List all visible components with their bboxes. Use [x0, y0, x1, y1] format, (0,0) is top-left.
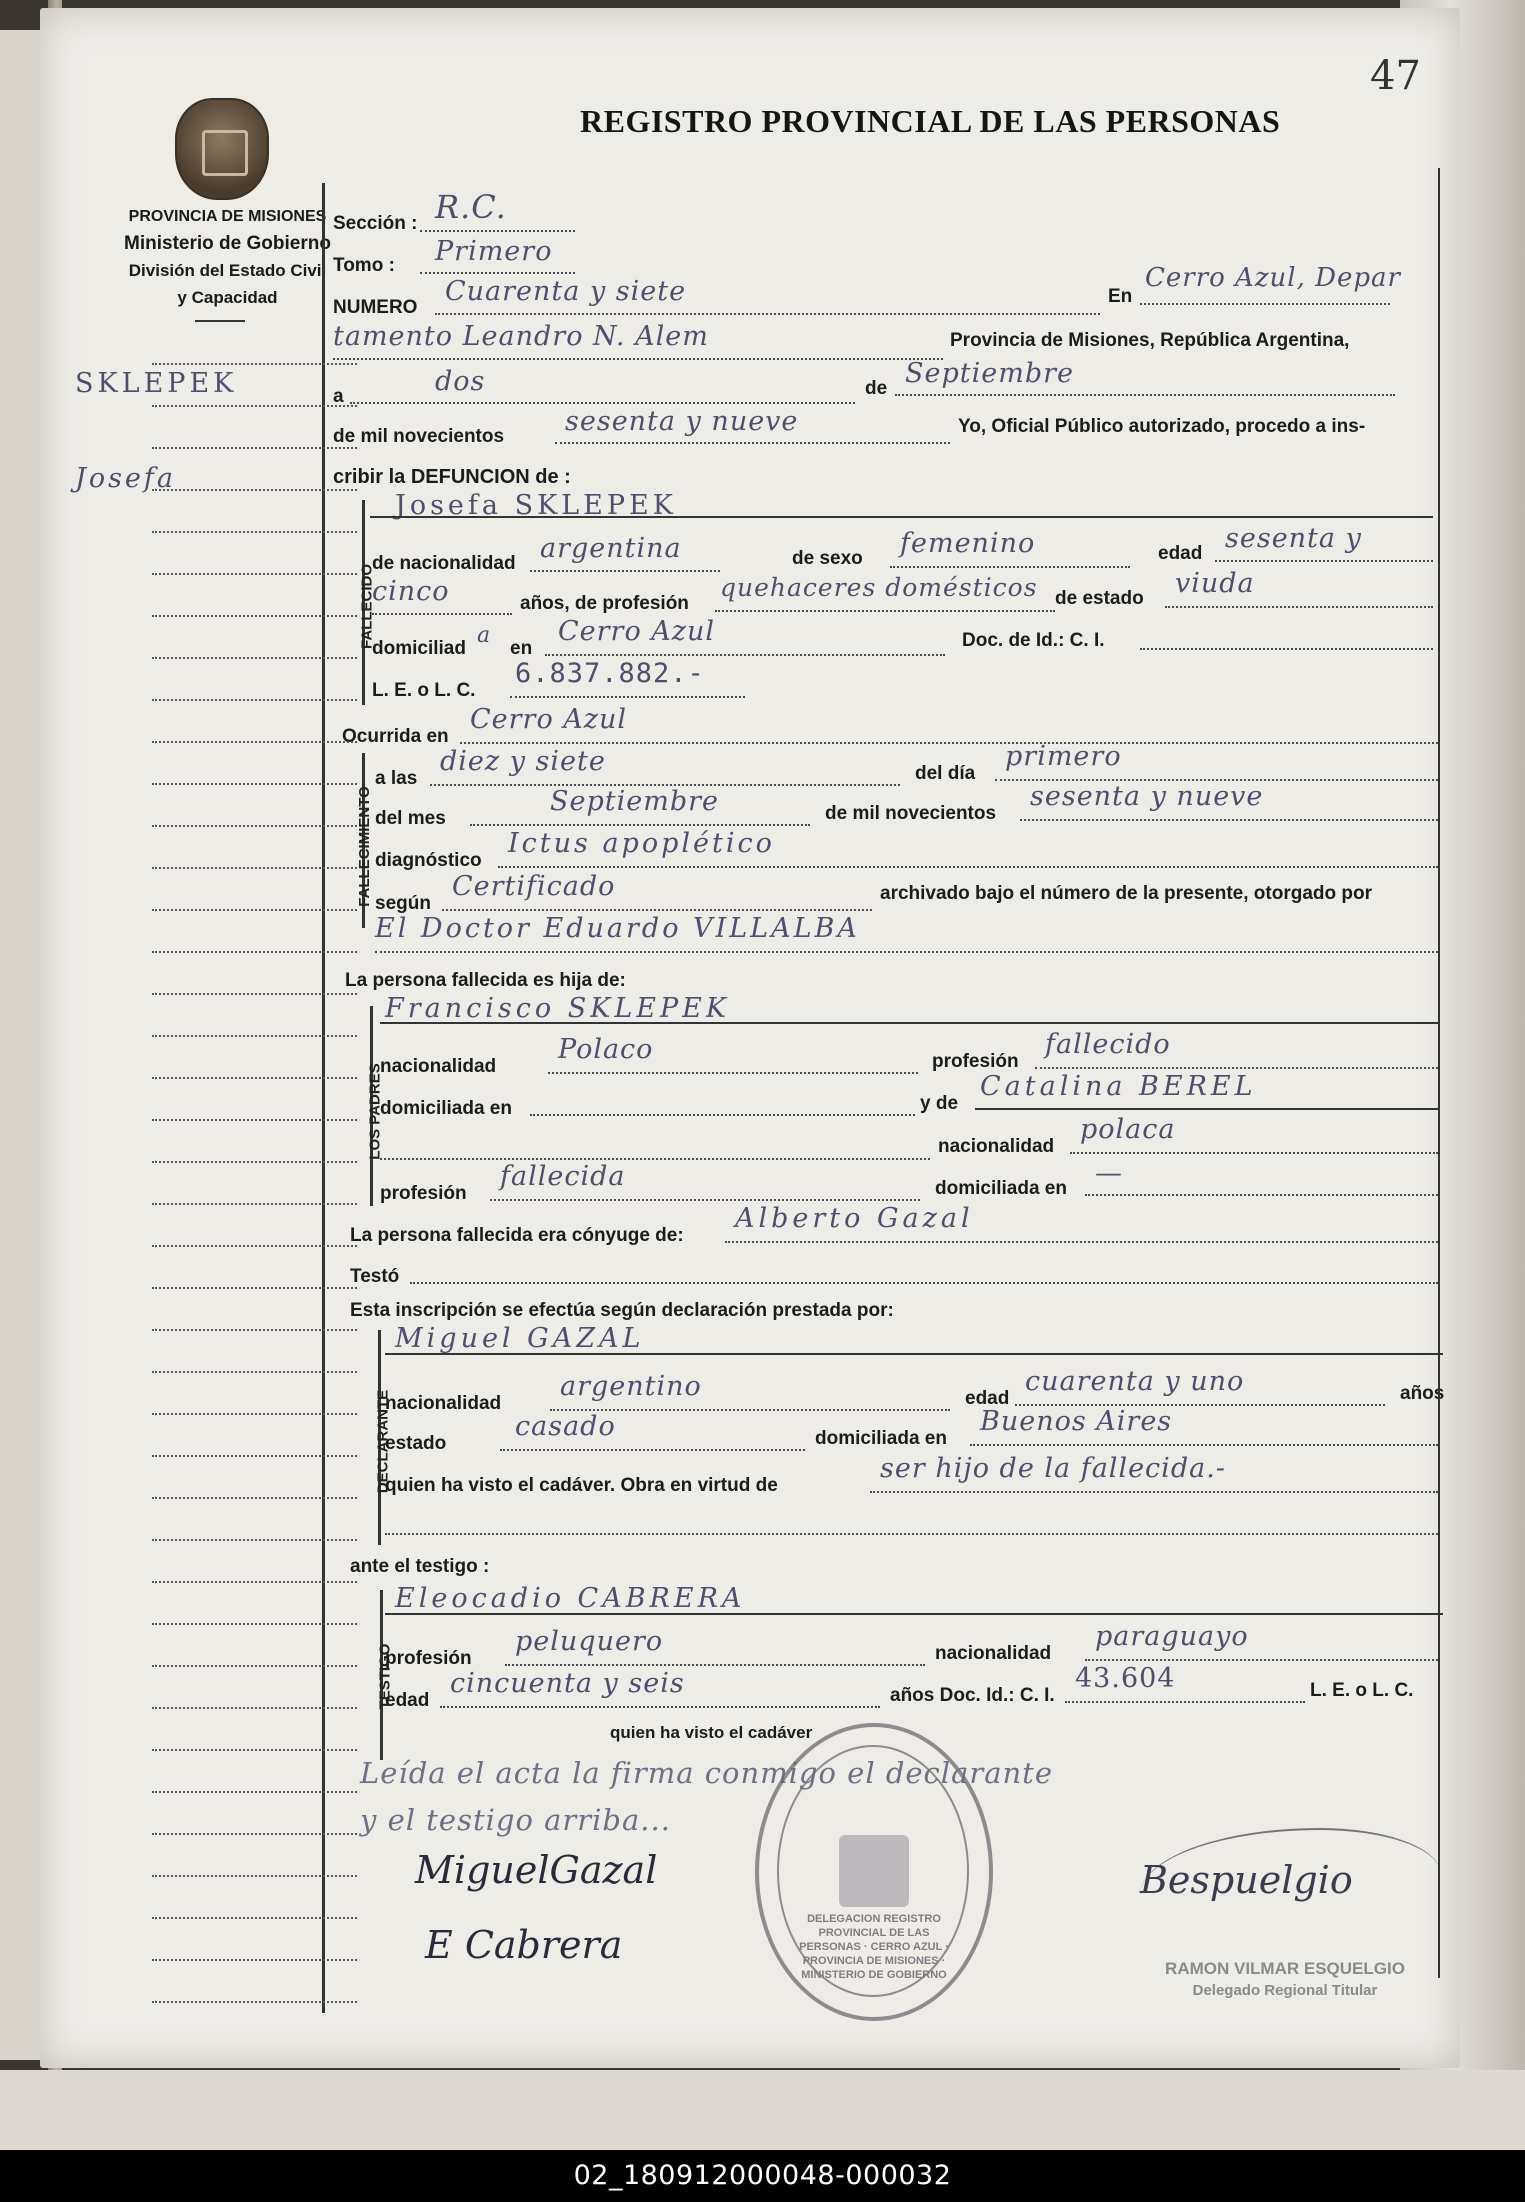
- label-sexo: de sexo: [792, 548, 863, 569]
- margin-ruled-line: [152, 1539, 357, 1541]
- rule-mes: [895, 394, 1395, 396]
- stamp-text: DELEGACION REGISTRO PROVINCIAL DE LAS PERSONAS · CERRO AZUL · PROVINCIA DE MISIONES · MINISTERIO DE GOBIERNO: [799, 1913, 949, 1981]
- entry-decl-dom: Buenos Aires: [980, 1406, 1173, 1437]
- side-label-fallecido: FALLECIDO: [358, 564, 376, 649]
- margin-ruled-line: [152, 1035, 357, 1037]
- entry-madre-dom: —: [1095, 1158, 1123, 1189]
- rule-padre-nac: [548, 1072, 918, 1074]
- label-domicilio-en: en: [510, 638, 533, 659]
- label-a-las: a las: [375, 768, 418, 789]
- page-number: 47: [1370, 53, 1421, 99]
- entry-padre-prof: fallecido: [1045, 1029, 1171, 1060]
- margin-ruled-line: [152, 1497, 357, 1499]
- margin-ruled-line: [152, 615, 357, 617]
- label-cribir: cribir la DEFUNCION de :: [333, 466, 571, 488]
- margin-ruled-line: [152, 2001, 357, 2003]
- margin-ruled-line: [152, 825, 357, 827]
- label-padre-nacionalidad: nacionalidad: [380, 1056, 497, 1077]
- rule-medico: [375, 951, 1438, 953]
- rule-en: [1140, 303, 1390, 305]
- margin-ruled-line: [152, 951, 357, 953]
- margin-ruled-line: [152, 1329, 357, 1331]
- rule-decl-blank: [385, 1533, 1438, 1535]
- margin-ruled-line: [152, 447, 357, 449]
- label-anos-doc: años Doc. Id.: C. I.: [890, 1685, 1055, 1706]
- rule-fallecido-nombre: [370, 516, 1433, 518]
- entry-dia-fallec: primero: [1005, 741, 1122, 772]
- label-tomo: Tomo :: [333, 255, 395, 276]
- file-caption: 02_180912000048-000032: [573, 2160, 952, 2191]
- label-le-lc: L. E. o L. C.: [372, 680, 476, 701]
- entry-nacionalidad: argentina: [540, 533, 682, 564]
- margin-ruled-line: [152, 1371, 357, 1373]
- rule-anio-fallec: [1020, 819, 1438, 821]
- margin-ruled-line: [152, 867, 357, 869]
- label-hija-de: La persona fallecida es hija de:: [345, 970, 626, 991]
- rule-madre: [975, 1108, 1438, 1110]
- side-label-declarante: DECLARANTE: [374, 1389, 392, 1494]
- entry-testigo: Eleocadio CABRERA: [395, 1583, 746, 1614]
- rule-estado: [1165, 606, 1433, 608]
- label-del-mes: del mes: [375, 808, 446, 829]
- entry-en-lugar: Cerro Azul, Depar: [1145, 263, 1401, 293]
- margin-ruled-line: [152, 1245, 357, 1247]
- entry-decl-edad: cuarenta y uno: [1025, 1366, 1245, 1397]
- entry-segun: Certificado: [452, 871, 616, 902]
- label-doc-id: Doc. de Id.: C. I.: [962, 630, 1105, 651]
- entry-numero: Cuarenta y siete: [445, 276, 687, 307]
- label-nacionalidad: de nacionalidad: [372, 553, 516, 574]
- rule-declarante: [385, 1353, 1443, 1355]
- rule-decl-dom: [970, 1444, 1438, 1446]
- margin-ruled-line: [152, 1581, 357, 1583]
- margin-ruled-line: [152, 1287, 357, 1289]
- ministry-line-2: Ministerio de Gobierno: [124, 233, 331, 254]
- entry-madre-nac: polaca: [1080, 1114, 1176, 1145]
- margin-given-name: Josefa: [75, 463, 177, 494]
- entry-fallecido-nombre: Josefa SKLEPEK: [395, 490, 677, 521]
- rule-padre-dom: [530, 1114, 915, 1116]
- label-ocurrida: Ocurrida en: [342, 726, 449, 747]
- label-quien-visto: quien ha visto el cadáver. Obra en virtud de: [385, 1475, 778, 1496]
- note-line-2: y el testigo arriba...: [360, 1803, 671, 1837]
- label-conyuge: La persona fallecida era cónyuge de:: [350, 1225, 684, 1246]
- entry-mes-fallec: Septiembre: [550, 786, 719, 817]
- label-oficial: Yo, Oficial Público autorizado, procedo a ins-: [958, 416, 1366, 437]
- label-segun: según: [375, 893, 431, 914]
- margin-ruled-line: [152, 1917, 357, 1919]
- entry-padre-nac: Polaco: [558, 1034, 654, 1065]
- margin-ruled-line: [152, 405, 357, 407]
- rule-profesion: [715, 610, 1055, 612]
- label-decl-estado: estado: [385, 1433, 447, 1454]
- entry-decl-estado: casado: [515, 1411, 616, 1442]
- ministry-rule: [195, 320, 245, 322]
- label-a: a: [333, 386, 344, 407]
- label-ante-testigo: ante el testigo :: [350, 1556, 490, 1577]
- margin-ruled-line: [152, 1749, 357, 1751]
- margin-ruled-line: [152, 1791, 357, 1793]
- margin-ruled-line: [152, 1833, 357, 1835]
- entry-conyuge: Alberto Gazal: [735, 1203, 974, 1234]
- label-de-mil-novecientos: de mil novecientos: [825, 803, 997, 824]
- margin-divider: [322, 183, 325, 2013]
- label-madre-nacionalidad: nacionalidad: [938, 1136, 1055, 1157]
- rule-test-prof: [505, 1664, 925, 1666]
- rule-diagnostico: [498, 866, 1438, 868]
- margin-ruled-line: [152, 1959, 357, 1961]
- rule-segun: [442, 909, 872, 911]
- margin-ruled-line: [152, 573, 357, 575]
- entry-ocurrida: Cerro Azul: [470, 704, 628, 735]
- rule-test-nac: [1085, 1659, 1438, 1661]
- label-madre-profesion: profesión: [380, 1183, 467, 1204]
- entry-seccion: R.C.: [435, 188, 507, 226]
- label-testo: Testó: [350, 1266, 400, 1287]
- margin-ruled-line: [152, 741, 357, 743]
- entry-padre: Francisco SKLEPEK: [385, 993, 731, 1024]
- margin-ruled-line: [152, 909, 357, 911]
- label-quien-visto-2: quien ha visto el cadáver: [610, 1723, 813, 1742]
- rule-sexo: [890, 566, 1130, 568]
- entry-test-edad: cincuenta y seis: [450, 1668, 685, 1699]
- margin-ruled-line: [152, 1161, 357, 1163]
- rule-mes-fallec: [470, 824, 810, 826]
- right-margin-rule: [1438, 168, 1440, 1978]
- entry-test-ci: 43.604: [1075, 1663, 1176, 1694]
- label-madre-domiciliada: domiciliada en: [935, 1178, 1067, 1199]
- entry-madre-prof: fallecida: [500, 1161, 626, 1192]
- rule-numero: [435, 313, 1100, 315]
- rule-padres-blank: [380, 1158, 930, 1160]
- signature-testigo: E Cabrera: [425, 1923, 623, 1967]
- signature-declarante: MiguelGazal: [415, 1848, 658, 1892]
- provincial-coat-of-arms-icon: [175, 98, 269, 200]
- margin-ruled-line: [152, 993, 357, 995]
- rule-padre-prof: [1035, 1067, 1438, 1069]
- margin-ruled-line: [152, 489, 357, 491]
- rule-edad-2: [372, 613, 512, 615]
- margin-ruled-line: [152, 1203, 357, 1205]
- entry-decl-nac: argentino: [560, 1371, 702, 1402]
- margin-ruled-line: [152, 1623, 357, 1625]
- label-numero: NUMERO: [333, 297, 418, 318]
- page-title: REGISTRO PROVINCIAL DE LAS PERSONAS: [580, 103, 1281, 139]
- rule-madre-nac: [1070, 1152, 1438, 1154]
- label-seccion: Sección :: [333, 213, 418, 234]
- entry-tomo: Primero: [435, 236, 553, 267]
- label-test-nacionalidad: nacionalidad: [935, 1643, 1052, 1664]
- officer-name: RAMON VILMAR ESQUELGIO: [1165, 1959, 1405, 1978]
- entry-declarante: Miguel GAZAL: [395, 1323, 645, 1354]
- side-label-testigo: TESTIGO: [376, 1643, 394, 1710]
- rule-doc-id: [1140, 648, 1433, 650]
- ministry-line-1: PROVINCIA DE MISIONES: [128, 208, 327, 225]
- label-test-edad: edad: [385, 1690, 430, 1711]
- label-edad: edad: [1158, 543, 1203, 564]
- label-test-profesion: profesión: [385, 1648, 472, 1669]
- signature-flourish: [1140, 1828, 1440, 1940]
- rule-test-edad: [440, 1706, 880, 1708]
- label-y-de: y de: [920, 1093, 959, 1114]
- rule-madre-dom: [1085, 1194, 1438, 1196]
- label-anos-profesion: años, de profesión: [520, 593, 689, 614]
- label-de-mil: de mil novecientos: [333, 426, 505, 447]
- entry-test-prof: peluquero: [515, 1626, 664, 1657]
- margin-ruled-line: [152, 1665, 357, 1667]
- label-decl-anos: años: [1400, 1383, 1445, 1404]
- entry-estado: viuda: [1175, 568, 1255, 599]
- label-decl-domiciliada: domiciliada en: [815, 1428, 947, 1449]
- side-label-fallecimiento: FALLECIMIENTO: [356, 786, 373, 907]
- rule-ocurrida: [460, 742, 1438, 744]
- margin-ruled-line: [152, 531, 357, 533]
- label-decl-edad: edad: [965, 1388, 1010, 1409]
- signature-oficial: Bespuelgio: [1140, 1858, 1353, 1902]
- margin-ruled-line: [152, 783, 357, 785]
- rule-edad: [1215, 560, 1433, 562]
- official-rubber-stamp: [755, 1723, 993, 2021]
- entry-domicilio-suffix: a: [477, 623, 492, 648]
- rule-dia: [350, 402, 855, 404]
- label-provincia: Provincia de Misiones, República Argentina,: [950, 330, 1350, 351]
- officer-block: [1125, 1958, 1445, 2002]
- rule-conyuge: [725, 1241, 1438, 1243]
- entry-sexo: femenino: [900, 528, 1036, 559]
- entry-madre: Catalina BEREL: [980, 1071, 1257, 1102]
- book-bottom-edge: [0, 2070, 1525, 2150]
- certificate-page: [40, 8, 1460, 2068]
- entry-anio: sesenta y nueve: [565, 406, 799, 437]
- entry-lelc: 6.837.882.-: [515, 658, 705, 689]
- label-archivado: archivado bajo el número de la presente, otorgado por: [880, 883, 1372, 904]
- margin-ruled-line: [152, 1455, 357, 1457]
- label-en: En: [1108, 286, 1133, 307]
- margin-ruled-line: [152, 1077, 357, 1079]
- label-de: de: [865, 378, 888, 399]
- entry-decl-obra: ser hijo de la fallecida.-: [880, 1453, 1226, 1484]
- margin-ruled-line: [152, 363, 357, 365]
- stamp-emblem-icon: [839, 1835, 909, 1907]
- rule-seccion: [420, 230, 575, 232]
- entry-domicilio: Cerro Azul: [558, 616, 716, 647]
- label-decl-nacionalidad: nacionalidad: [385, 1393, 502, 1414]
- entry-hora: diez y siete: [440, 746, 606, 777]
- rule-testo: [410, 1282, 1438, 1284]
- label-de-estado: de estado: [1055, 588, 1144, 609]
- rule-domicilio: [545, 654, 945, 656]
- margin-ruled-line: [152, 1875, 357, 1877]
- ministry-line-4: y Capacidad: [177, 288, 278, 307]
- label-inscripcion: Esta inscripción se efectúa según declaración prestada por:: [350, 1300, 894, 1321]
- entry-diagnostico: Ictus apoplético: [508, 828, 775, 859]
- rule-padre: [380, 1022, 1438, 1024]
- rule-testigo: [385, 1613, 1443, 1615]
- rule-departamento: [333, 358, 943, 360]
- rule-nacionalidad: [530, 570, 720, 572]
- label-le-lc-2: L. E. o L. C.: [1310, 1680, 1414, 1701]
- side-label-padres: LOS PADRES: [366, 1063, 384, 1160]
- margin-ruled-line: [152, 1707, 357, 1709]
- label-padre-domiciliada: domiciliada en: [380, 1098, 512, 1119]
- margin-ruled-line: [152, 1413, 357, 1415]
- label-padre-profesion: profesión: [932, 1051, 1019, 1072]
- officer-role: Delegado Regional Titular: [1192, 1982, 1378, 1999]
- label-domiciliad: domiciliad: [372, 638, 466, 659]
- entry-profesion: quehaceres domésticos: [720, 573, 1038, 602]
- file-caption-bar: [0, 2150, 1525, 2202]
- entry-departamento: tamento Leandro N. Alem: [333, 321, 709, 352]
- entry-edad-1: sesenta y: [1225, 523, 1362, 554]
- margin-surname: SKLEPEK: [75, 368, 238, 399]
- ministry-block: [95, 203, 360, 311]
- margin-ruled-line: [152, 1119, 357, 1121]
- margin-ruled-line: [152, 699, 357, 701]
- label-diagnostico: diagnóstico: [375, 850, 482, 871]
- entry-medico: El Doctor Eduardo VILLALBA: [375, 913, 860, 944]
- rule-tomo: [420, 272, 575, 274]
- rule-decl-estado: [500, 1449, 805, 1451]
- rule-madre-prof: [490, 1199, 920, 1201]
- rule-test-ci: [1065, 1701, 1305, 1703]
- ministry-line-3: División del Estado Civil: [128, 261, 327, 280]
- label-del-dia: del día: [915, 763, 976, 784]
- entry-mes: Septiembre: [905, 358, 1074, 389]
- entry-test-nac: paraguayo: [1095, 1621, 1249, 1652]
- entry-dia: dos: [435, 366, 486, 397]
- note-line-1: Leída el acta la firma conmigo el declarante: [360, 1756, 1054, 1790]
- entry-anio-fallec: sesenta y nueve: [1030, 781, 1264, 812]
- margin-ruled-line: [152, 657, 357, 659]
- rule-decl-obra: [870, 1491, 1438, 1493]
- entry-edad-2: cinco: [372, 576, 450, 607]
- rule-lelc: [510, 696, 745, 698]
- rule-anio: [555, 442, 950, 444]
